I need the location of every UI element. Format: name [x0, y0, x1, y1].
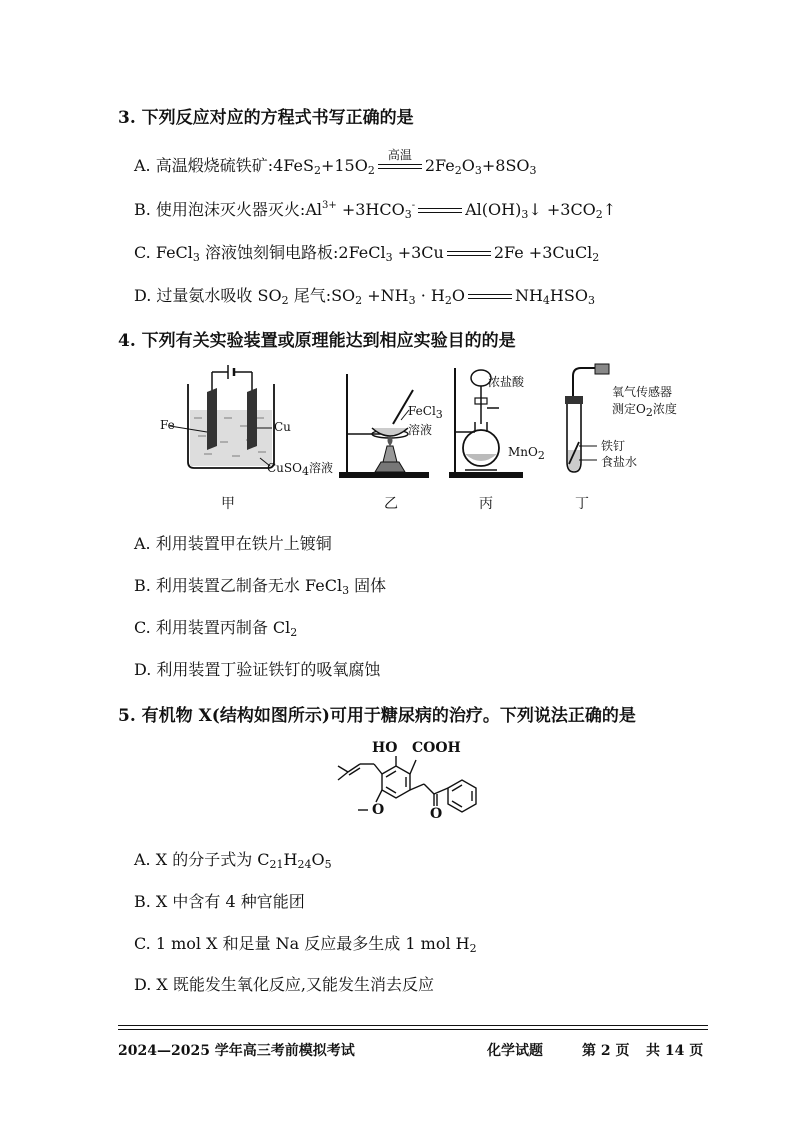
question-4-stem: 4. 下列有关实验装置或原理能达到相应实验目的的是: [118, 331, 516, 351]
label-fecl3: FeCl$_3$: [408, 404, 443, 421]
label-cu: Cu: [274, 420, 291, 434]
q5-option-a[interactable]: A. X 的分子式为 $C_{21}H_{24}O_5$: [134, 850, 332, 871]
label-conc-hcl: 浓盐酸: [488, 375, 525, 389]
footer-exam-title: 2024—2025 学年高三考前模拟考试: [118, 1043, 355, 1059]
label-bing: 丙: [479, 496, 493, 512]
q5-option-b[interactable]: B. X 中含有 4 种官能团: [134, 892, 305, 911]
label-iron-nail: 铁钉: [601, 439, 626, 453]
footer-total-pages: 共 14 页: [646, 1043, 704, 1059]
label-ding: 丁: [575, 496, 589, 512]
q5-option-d[interactable]: D. X 既能发生氧化反应,又能发生消去反应: [134, 975, 434, 994]
reaction-arrow: [447, 250, 491, 258]
q5-option-c[interactable]: C. 1 mol X 和足量 Na 反应最多生成 1 mol $H_2$: [134, 934, 477, 955]
reaction-arrow: [418, 207, 462, 215]
q4-option-d[interactable]: D. 利用装置丁验证铁钉的吸氧腐蚀: [134, 660, 381, 679]
reaction-arrow: 高温: [378, 163, 422, 171]
q3-option-d[interactable]: D. 过量氨水吸收 $SO_2$ 尾气$:SO_2 +NH_3 \cdot H_2O$ $NH_4HSO_3$: [134, 286, 595, 307]
footer-rule: [118, 1025, 708, 1026]
q3-option-c[interactable]: C. FeCl$_3$ 溶液蚀刻铜电路板:2FeCl$_3$ +3Cu 2Fe +3CuCl$_2$: [134, 243, 600, 264]
mol-label-carbonyl-o: O: [430, 806, 443, 822]
reaction-arrow: [468, 293, 512, 301]
footer-subject: 化学试题: [487, 1043, 543, 1059]
footer-rule-thin: [118, 1029, 708, 1030]
q4-option-c[interactable]: C. 利用装置丙制备 $Cl_2$: [134, 618, 298, 639]
q3-option-b[interactable]: B. 使用泡沫灭火器灭火$:Al^{3+} +3HCO_3^-$ $Al(OH)_3↓$ $+3CO_2↑$: [134, 200, 617, 221]
q3-option-a[interactable]: A. 高温煅烧硫铁矿$:4FeS_2+15O_2$ 高温 $2Fe_2O_3+8SO_3$: [134, 147, 537, 177]
mol-label-ho: HO: [372, 740, 398, 756]
question-5-stem: 5. 有机物 X(结构如图所示)可用于糖尿病的治疗。下列说法正确的是: [118, 706, 636, 726]
label-measure-o2: 测定$O_2$浓度: [612, 402, 677, 419]
label-cuso4: CuSO$_4$溶液: [267, 461, 333, 478]
mol-label-cooh: COOH: [412, 740, 461, 756]
q4-option-a[interactable]: A. 利用装置甲在铁片上镀铜: [134, 534, 332, 553]
question-3-stem: 3. 下列反应对应的方程式书写正确的是: [118, 108, 414, 128]
q4-option-b[interactable]: B. 利用装置乙制备无水 FeCl$_3$ 固体: [134, 576, 387, 597]
footer-page-number: 第 2 页: [582, 1043, 630, 1059]
label-fecl3-solution: 溶液: [408, 423, 433, 437]
label-jia: 甲: [221, 496, 235, 512]
label-fe: Fe: [160, 418, 175, 432]
label-oxygen-sensor: 氧气传感器: [612, 385, 673, 399]
label-yi: 乙: [384, 496, 398, 512]
label-mno2: MnO$_2$: [508, 445, 545, 462]
mol-label-ether-o: O: [372, 802, 385, 818]
label-salt-water: 食盐水: [601, 455, 638, 469]
